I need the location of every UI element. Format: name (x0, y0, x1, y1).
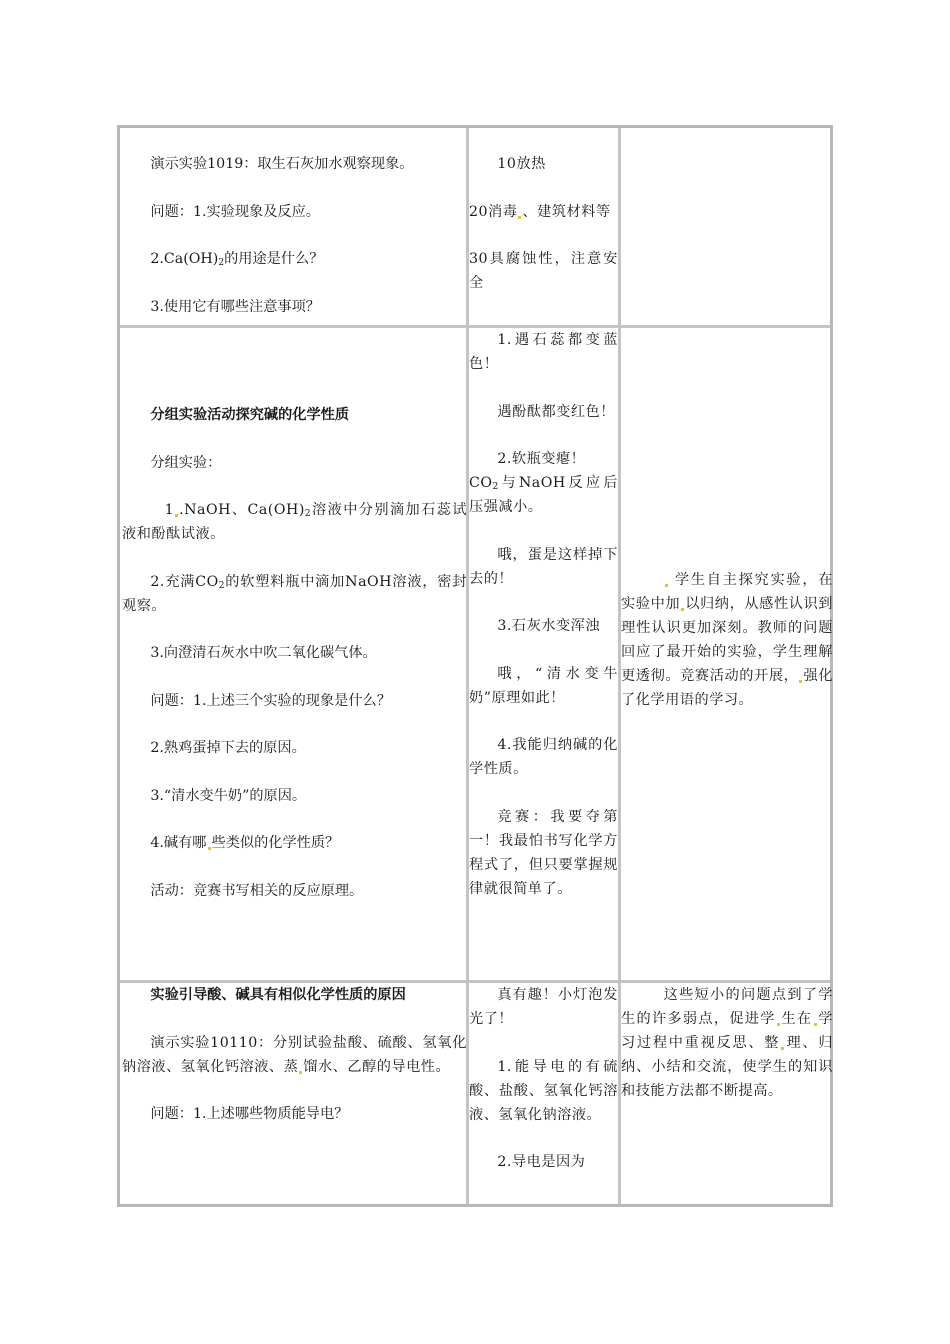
paragraph: 20消毒 、建筑材料等 (469, 203, 611, 220)
paragraph: 演示实验1019：取生石灰加水观察现象。 (150, 156, 414, 172)
paragraph: 演示实验10110：分别试验盐酸、硫酸、氢氧化钠溶液、氢氧化钙溶液、蒸 馏水、乙醇的导电性。 (122, 1034, 467, 1075)
paragraph: 活动：竞赛书写相关的反应原理。 (150, 882, 364, 899)
row2-student-cell (469, 328, 618, 901)
paragraph: 问题：1.实验现象及反应。 (150, 203, 320, 220)
paragraph: 这些短小的问题点到了学生的许多弱点，促进学 生在 学习过程中重视反思、整 理、归纳、小结和交流，使学生的知识和技能方法都不断提高。 (621, 987, 833, 1099)
paragraph: 30具腐蚀性，注意安全 (469, 251, 618, 291)
paragraph: 问题：1.上述三个实验的现象是什么？ (150, 692, 391, 709)
paragraph: 3.“清水变牛奶”的原因。 (150, 787, 307, 804)
paragraph: 哦，蛋是这样掉下去的！ (469, 546, 618, 587)
paragraph: 2.充满$CO_2$的软塑料瓶中滴加NaOH溶液，密封观察。 (122, 573, 467, 614)
paragraph: 3.使用它有哪些注意事项？ (150, 298, 320, 315)
paragraph: 遇酚酞都变红色！ (497, 403, 615, 420)
paragraph: $2.Ca(OH)_2$的用途是什么？ (150, 251, 324, 268)
paragraph: 真有趣！小灯泡发光了！ (469, 987, 618, 1027)
paragraph: 学生自主探究实验，在实验中加 以归纳，从感性认识到理性认识更加深刻。教师的问题回应了最开始的实验，学生理解更透彻。竞赛活动的开展， 强化了化学用语的学习。 (621, 572, 833, 708)
row3-student-cell (469, 983, 618, 1174)
row3-activity-cell (122, 983, 467, 1126)
paragraph: $CO_2$与NaOH反应后压强减小。 (469, 475, 618, 515)
paragraph: 1.能导电的有硫酸、盐酸、氢氧化钙溶液、氢氧化钠溶液。 (469, 1058, 618, 1123)
paragraph: 问题：1.上述哪些物质能导电？ (150, 1106, 349, 1122)
row1-student-cell (469, 152, 618, 295)
section-heading: 实验引导酸、碱具有相似化学性质的原因 (150, 987, 406, 1003)
paragraph: 1 .NaOH、$Ca(OH)_2$溶液中分别滴加石蕊试液和酚酞试液。 (122, 502, 467, 542)
paragraph: 2.熟鸡蛋掉下去的原因。 (150, 740, 306, 756)
section-heading: 分组实验活动探究碱的化学性质 (150, 407, 350, 423)
row2-design-intent-cell (621, 568, 833, 712)
paragraph: 3.石灰水变浑浊 (497, 618, 601, 634)
lesson-table (117, 125, 833, 1207)
row1-activity-cell (122, 152, 464, 319)
paragraph: 4.碱有哪 些类似的化学性质？ (150, 835, 340, 851)
row2-activity-cell (122, 403, 467, 903)
row3-design-intent-cell (621, 983, 833, 1103)
paragraph: 10放热 (497, 156, 546, 172)
paragraph: 分组实验： (150, 454, 222, 471)
paragraph: 竞赛：我要夺第一！我最怕书写化学方程式了，但只要掌握规律就很简单了。 (469, 808, 618, 897)
paragraph: 2.导电是因为 (497, 1154, 586, 1170)
paragraph: 3.向澄清石灰水中吹二氧化碳气体。 (150, 645, 377, 661)
paragraph: 1.遇石蕊都变蓝色！ (469, 332, 618, 372)
paragraph: 哦，“清水变牛奶”原理如此！ (469, 665, 618, 706)
paragraph: 2.软瓶变瘪！ (497, 451, 586, 467)
paragraph: 4.我能归纳碱的化学性质。 (469, 737, 618, 777)
